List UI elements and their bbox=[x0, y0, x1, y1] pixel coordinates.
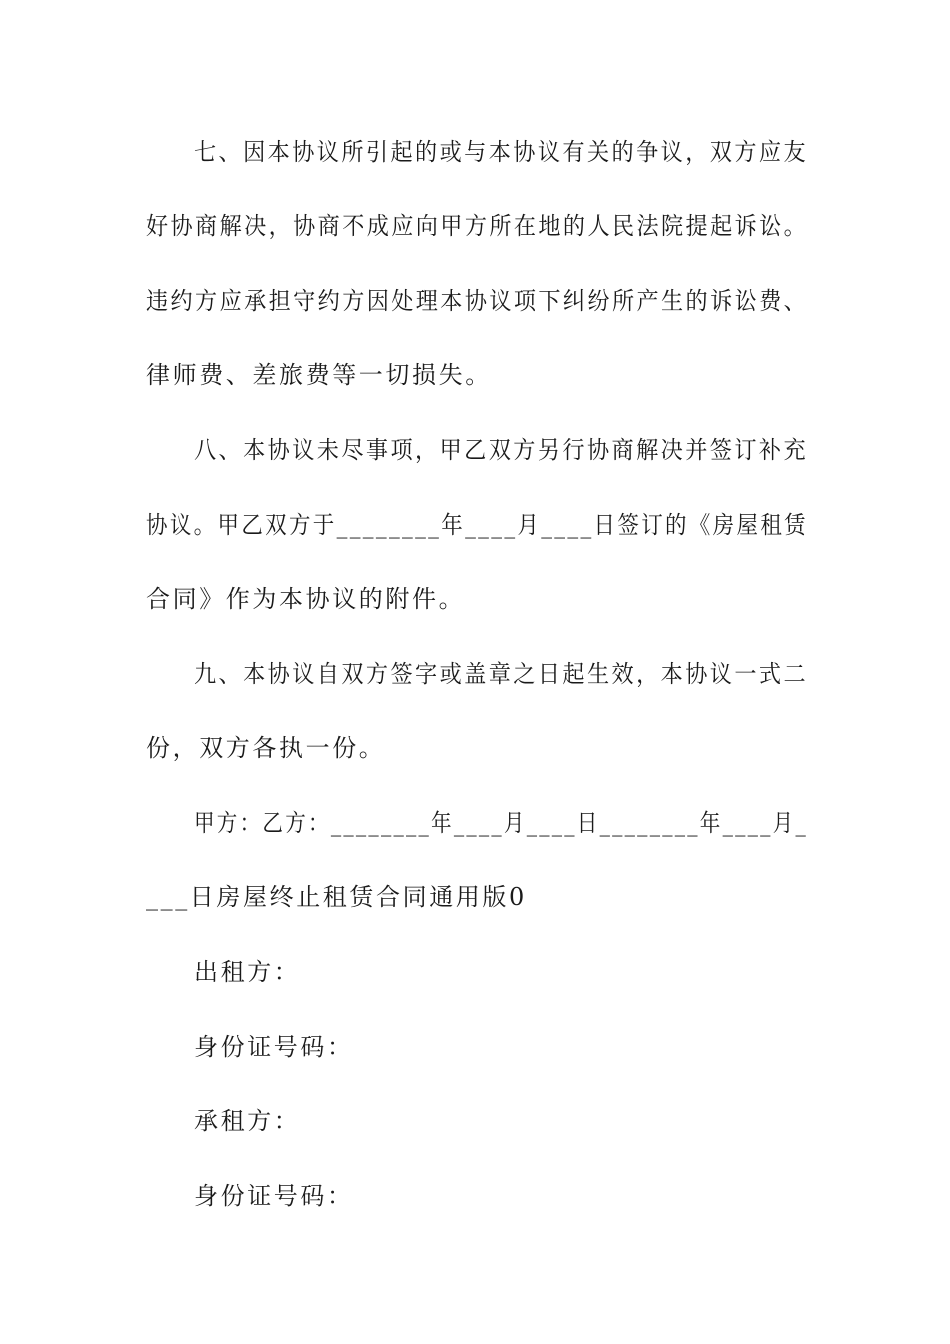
clause-7-line-4: 律师费、差旅费等一切损失。 bbox=[146, 361, 492, 389]
lessee-label: 承租方： bbox=[194, 1107, 301, 1135]
clause-8-line-1: 八、本协议未尽事项，甲乙双方另行协商解决并签订补充 bbox=[194, 436, 808, 464]
clause-8-line-3: 合同》作为本协议的附件。 bbox=[146, 585, 466, 613]
clause-9-line-2: 份，双方各执一份。 bbox=[146, 734, 386, 762]
clause-7-line-2: 好协商解决，协商不成应向甲方所在地的人民法院提起诉讼。 bbox=[146, 212, 809, 240]
clause-7-line-1: 七、因本协议所引起的或与本协议有关的争议，双方应友 bbox=[194, 138, 808, 166]
signature-date-line-1: 甲方：乙方：________年____月____日________年____月_ bbox=[194, 809, 808, 837]
lessor-label: 出租方： bbox=[194, 958, 301, 986]
clause-8-line-2: 协议。甲乙双方于________年____月____日签订的《房屋租赁 bbox=[146, 511, 808, 539]
clause-7-line-3: 违约方应承担守约方因处理本协议项下纠纷所产生的诉讼费、 bbox=[146, 287, 809, 315]
lessor-id-label: 身份证号码： bbox=[194, 1033, 354, 1061]
clause-9-line-1: 九、本协议自双方签字或盖章之日起生效，本协议一式二 bbox=[194, 660, 808, 688]
lessee-id-label: 身份证号码： bbox=[194, 1182, 354, 1210]
signature-date-line-2: ___日房屋终止租赁合同通用版0 bbox=[146, 883, 527, 911]
